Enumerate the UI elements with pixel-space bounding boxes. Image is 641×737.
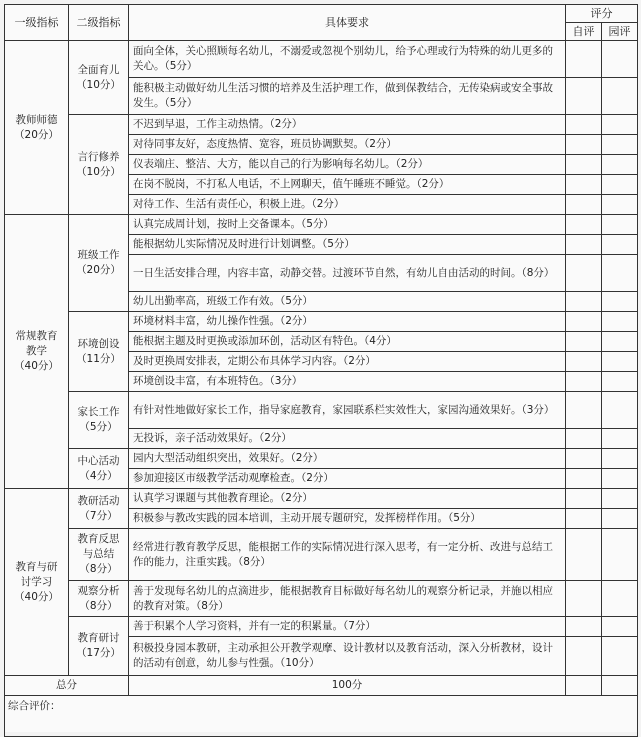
school-score-cell[interactable] (602, 255, 638, 292)
requirement-row (5, 312, 638, 332)
self-score-cell[interactable] (566, 429, 602, 449)
self-score-cell[interactable] (566, 352, 602, 372)
school-score-cell[interactable] (602, 637, 638, 676)
total-value: 100分 (129, 676, 566, 696)
requirement-row (5, 392, 638, 429)
total-self-score-cell[interactable] (566, 676, 602, 696)
school-score-cell[interactable] (602, 429, 638, 449)
requirement-text: 积极投身园本教研，主动承担公开教学观摩、设计教材以及教育活动，深入分析教材，设计的活动有创意，幼儿参与性强。（10分） (129, 637, 566, 676)
school-score-cell[interactable] (602, 312, 638, 332)
school-score-cell[interactable] (602, 155, 638, 175)
school-score-cell[interactable] (602, 332, 638, 352)
self-score-cell[interactable] (566, 235, 602, 255)
requirement-text: 幼儿出勤率高，班级工作有效。（5分） (129, 292, 566, 312)
requirement-text: 有针对性地做好家长工作，指导家庭教育，家园联系栏实效性大，家园沟通效果好。（3分） (129, 392, 566, 429)
header-score: 评分 (566, 5, 638, 23)
remarks-row (5, 696, 638, 737)
self-score-cell[interactable] (566, 489, 602, 509)
requirement-row (5, 581, 638, 617)
school-score-cell[interactable] (602, 175, 638, 195)
school-score-cell[interactable] (602, 509, 638, 529)
requirement-text: 在岗不脱岗，不打私人电话，不上网聊天，值午睡班不睡觉。（2分） (129, 175, 566, 195)
requirement-text: 对待同事友好，态度热情、宽容，班员协调默契。（2分） (129, 135, 566, 155)
requirement-text: 认真学习课题与其他教育理论。（2分） (129, 489, 566, 509)
school-score-cell[interactable] (602, 489, 638, 509)
level2-indicator: 班级工作 （20分） (69, 215, 129, 312)
school-score-cell[interactable] (602, 581, 638, 617)
evaluation-table (4, 4, 638, 737)
requirement-row (5, 115, 638, 135)
school-score-cell[interactable] (602, 469, 638, 489)
requirement-text: 无投诉，亲子活动效果好。（2分） (129, 429, 566, 449)
self-score-cell[interactable] (566, 135, 602, 155)
requirement-text: 能根据主题及时更换或添加环创，活动区有特色。（4分） (129, 332, 566, 352)
requirement-text: 园内大型活动组织突出，效果好。（2分） (129, 449, 566, 469)
level2-indicator: 言行修养 （10分） (69, 115, 129, 215)
self-score-cell[interactable] (566, 617, 602, 637)
school-score-cell[interactable] (602, 617, 638, 637)
requirement-row (5, 449, 638, 469)
requirement-text: 善于积累个人学习资料，并有一定的积累量。（7分） (129, 617, 566, 637)
self-score-cell[interactable] (566, 449, 602, 469)
header-requirements: 具体要求 (129, 5, 566, 41)
school-score-cell[interactable] (602, 195, 638, 215)
self-score-cell[interactable] (566, 581, 602, 617)
header-level1: 一级指标 (5, 5, 69, 41)
requirement-text: 经常进行教育教学反思，能根据工作的实际情况进行深入思考，有一定分析、改进与总结工作的能力，注重实践。（8分） (129, 529, 566, 581)
level1-indicator: 教育与研 讨学习 （40分） (5, 489, 69, 676)
self-score-cell[interactable] (566, 255, 602, 292)
requirement-text: 不迟到早退，工作主动热情。（2分） (129, 115, 566, 135)
school-score-cell[interactable] (602, 292, 638, 312)
evaluation-sheet (4, 4, 637, 732)
school-score-cell[interactable] (602, 449, 638, 469)
school-score-cell[interactable] (602, 215, 638, 235)
self-score-cell[interactable] (566, 215, 602, 235)
level2-indicator: 全面育儿 （10分） (69, 41, 129, 115)
self-score-cell[interactable] (566, 41, 602, 78)
level2-indicator: 家长工作 （5分） (69, 392, 129, 449)
header-level2: 二级指标 (69, 5, 129, 41)
level2-indicator: 教研活动 （7分） (69, 489, 129, 529)
requirement-row (5, 529, 638, 581)
requirement-text: 能根据幼儿实际情况及时进行计划调整。（5分） (129, 235, 566, 255)
level1-indicator: 教师师德 （20分） (5, 41, 69, 215)
level1-indicator: 常规教育 教学 （40分） (5, 215, 69, 489)
requirement-row (5, 215, 638, 235)
self-score-cell[interactable] (566, 195, 602, 215)
header-school-score: 园评 (602, 23, 638, 41)
total-label: 总分 (5, 676, 129, 696)
school-score-cell[interactable] (602, 392, 638, 429)
requirement-text: 仪表端庄、整洁、大方，能以自己的行为影响每名幼儿。（2分） (129, 155, 566, 175)
self-score-cell[interactable] (566, 509, 602, 529)
school-score-cell[interactable] (602, 235, 638, 255)
requirement-text: 一日生活安排合理，内容丰富，动静交替。过渡环节自然，有幼儿自由活动的时间。（8分） (129, 255, 566, 292)
requirement-text: 积极参与教改实践的园本培训，主动开展专题研究，发挥榜样作用。（5分） (129, 509, 566, 529)
self-score-cell[interactable] (566, 292, 602, 312)
total-school-score-cell[interactable] (602, 676, 638, 696)
school-score-cell[interactable] (602, 372, 638, 392)
level2-indicator: 教育反思 与总结 （8分） (69, 529, 129, 581)
requirement-text: 能积极主动做好幼儿生活习惯的培养及生活护理工作，做到保教结合，无传染病或安全事故发生。（5分） (129, 78, 566, 115)
level2-indicator: 环境创设 （11分） (69, 312, 129, 392)
level2-indicator: 教育研讨 （17分） (69, 617, 129, 676)
requirement-row (5, 41, 638, 78)
requirement-text: 认真完成周计划，按时上交备课本。（5分） (129, 215, 566, 235)
self-score-cell[interactable] (566, 175, 602, 195)
requirement-text: 对待工作、生活有责任心，积极上进。（2分） (129, 195, 566, 215)
requirement-row (5, 617, 638, 637)
self-score-cell[interactable] (566, 155, 602, 175)
requirement-text: 面向全体，关心照顾每名幼儿，不溺爱或忽视个别幼儿，给予心理或行为特殊的幼儿更多的关心。（5分） (129, 41, 566, 78)
requirement-text: 善于发现每名幼儿的点滴进步，能根据教育目标做好每名幼儿的观察分析记录，并施以相应的教育对策。（8分） (129, 581, 566, 617)
level2-indicator: 观察分析 （8分） (69, 581, 129, 617)
self-score-cell[interactable] (566, 469, 602, 489)
header-self-score: 自评 (566, 23, 602, 41)
requirement-row (5, 489, 638, 509)
self-score-cell[interactable] (566, 637, 602, 676)
requirement-text: 参加迎接区市级教学活动观摩检查。（2分） (129, 469, 566, 489)
self-score-cell[interactable] (566, 312, 602, 332)
self-score-cell[interactable] (566, 332, 602, 352)
self-score-cell[interactable] (566, 392, 602, 429)
requirement-text: 及时更换周安排表，定期公布具体学习内容。（2分） (129, 352, 566, 372)
school-score-cell[interactable] (602, 115, 638, 135)
self-score-cell[interactable] (566, 78, 602, 115)
self-score-cell[interactable] (566, 529, 602, 581)
school-score-cell[interactable] (602, 352, 638, 372)
requirement-text: 环境材料丰富，幼儿操作性强。（2分） (129, 312, 566, 332)
school-score-cell[interactable] (602, 78, 638, 115)
level2-indicator: 中心活动 （4分） (69, 449, 129, 489)
remarks-field[interactable]: 综合评价： (5, 696, 638, 737)
school-score-cell[interactable] (602, 41, 638, 78)
self-score-cell[interactable] (566, 115, 602, 135)
school-score-cell[interactable] (602, 529, 638, 581)
self-score-cell[interactable] (566, 372, 602, 392)
total-row (5, 676, 638, 696)
school-score-cell[interactable] (602, 135, 638, 155)
requirement-text: 环境创设丰富，有本班特色。（3分） (129, 372, 566, 392)
